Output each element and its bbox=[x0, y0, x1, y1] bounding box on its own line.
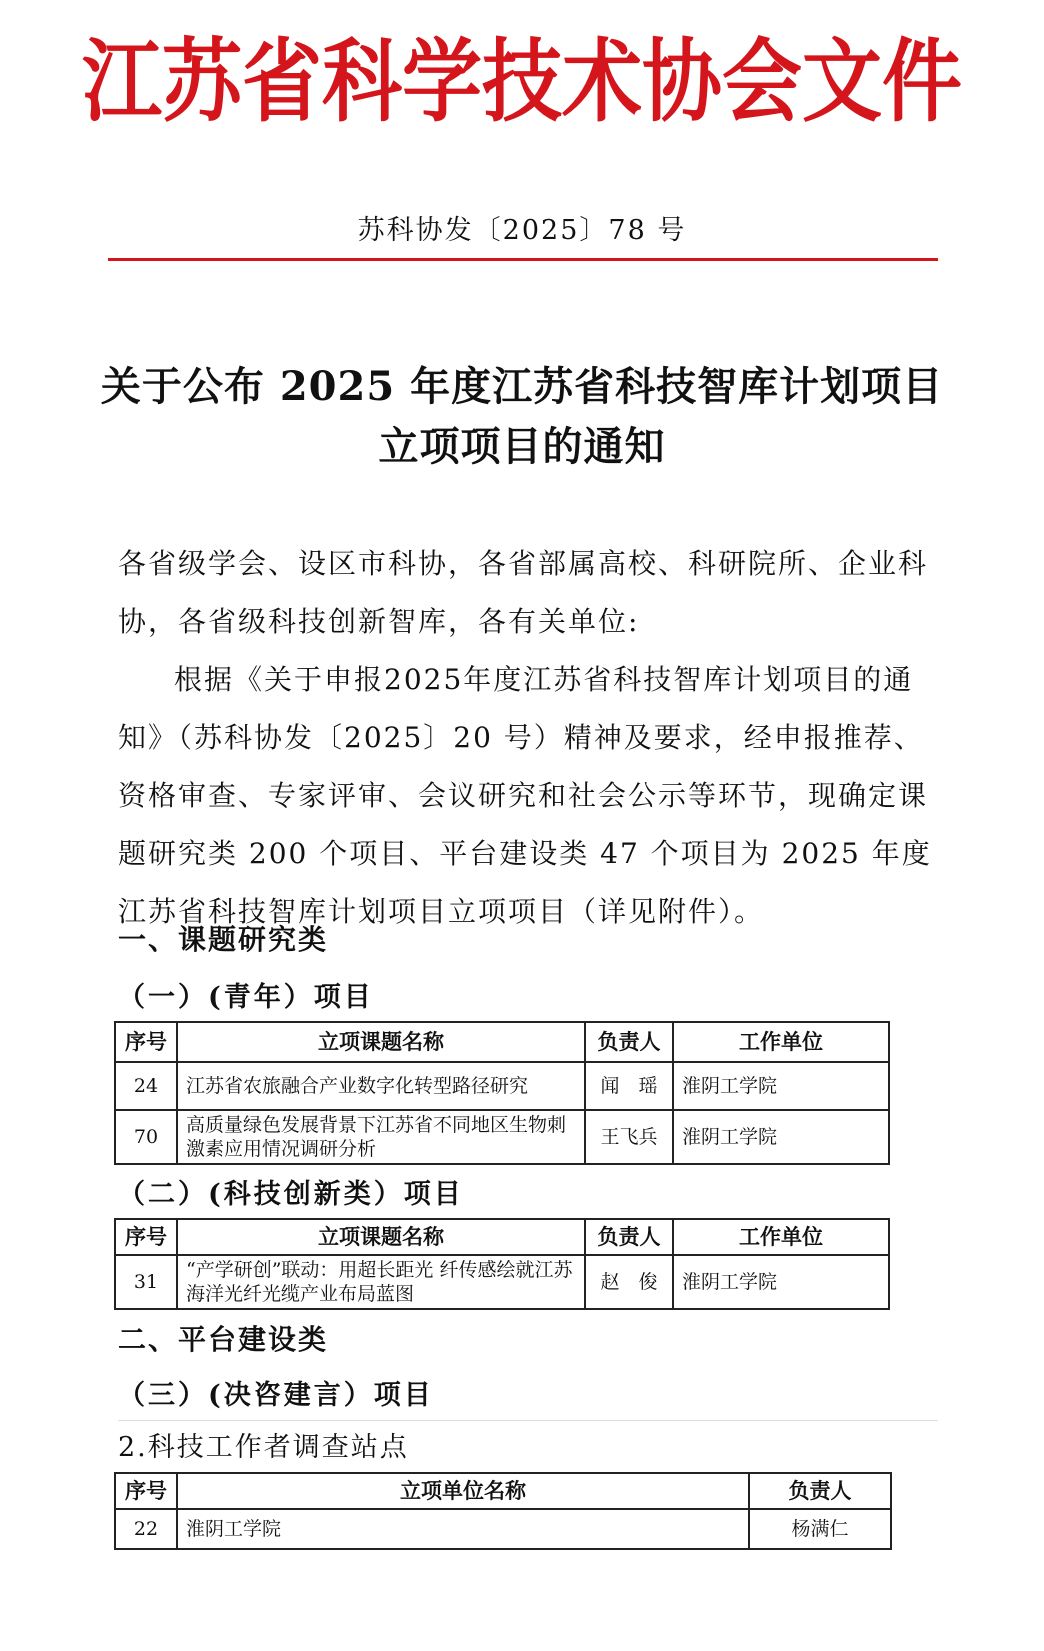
cell-leader: 王飞兵 bbox=[585, 1110, 673, 1164]
section-1-heading: 一、课题研究类 bbox=[118, 923, 329, 956]
document-number: 苏科协发〔2025〕78 号 bbox=[357, 215, 687, 246]
table-header-row bbox=[115, 1219, 889, 1255]
cell-leader: 赵 俊 bbox=[585, 1255, 673, 1309]
col-header: 负责人 bbox=[585, 1219, 673, 1255]
cell-name: “产学研创”联动：用超长距光 纤传感绘就江苏海洋光纤光缆产业布局蓝图 bbox=[177, 1255, 585, 1309]
col-header: 立项单位名称 bbox=[177, 1473, 749, 1509]
table-innovation-projects bbox=[114, 1218, 890, 1310]
cell-name: 淮阴工学院 bbox=[177, 1509, 749, 1549]
title-line-1: 关于公布 2025 年度江苏省科技智库计划项目 bbox=[100, 363, 944, 410]
sub-3-item-heading: 2.科技工作者调查站点 bbox=[118, 1432, 409, 1463]
table-row bbox=[115, 1110, 889, 1164]
table-header-row bbox=[115, 1022, 889, 1062]
red-divider bbox=[108, 258, 938, 261]
cell-no: 70 bbox=[115, 1110, 177, 1164]
cell-unit: 淮阴工学院 bbox=[673, 1255, 889, 1309]
cell-name: 江苏省农旅融合产业数字化转型路径研究 bbox=[177, 1062, 585, 1110]
cell-no: 31 bbox=[115, 1255, 177, 1309]
table-header-row bbox=[115, 1473, 891, 1509]
divider bbox=[118, 1420, 938, 1421]
col-header: 序号 bbox=[115, 1219, 177, 1255]
cell-unit: 淮阴工学院 bbox=[673, 1110, 889, 1164]
sub-2-heading: （二）(科技创新类）项目 bbox=[118, 1179, 464, 1210]
table-survey-stations bbox=[114, 1472, 892, 1550]
body-paragraph: 根据《关于申报2025年度江苏省科技智库计划项目的通知》（苏科协发〔2025〕20 号）精神及要求，经申报推荐、资格审查、专家评审、会议研究和社会公示等环节，现确定课题研究类 200 个项目、平台建设类 47 个项目为 2025 年度江苏省科技智库计划项目立项项目（详见附件）。 bbox=[118, 663, 932, 928]
col-header: 工作单位 bbox=[673, 1022, 889, 1062]
table-youth-projects bbox=[114, 1021, 890, 1165]
cell-leader: 闻 瑶 bbox=[585, 1062, 673, 1110]
cell-no: 22 bbox=[115, 1509, 177, 1549]
cell-unit: 淮阴工学院 bbox=[673, 1062, 889, 1110]
col-header: 立项课题名称 bbox=[177, 1219, 585, 1255]
cell-name: 高质量绿色发展背景下江苏省不同地区生物刺激素应用情况调研分析 bbox=[177, 1110, 585, 1164]
table-row bbox=[115, 1062, 889, 1110]
sub-1-heading: （一）(青年）项目 bbox=[118, 982, 374, 1013]
title-line-2: 立项项目的通知 bbox=[378, 423, 666, 470]
col-header: 工作单位 bbox=[673, 1219, 889, 1255]
cell-no: 24 bbox=[115, 1062, 177, 1110]
col-header: 负责人 bbox=[585, 1022, 673, 1062]
sub-3-heading: （三）(决咨建言）项目 bbox=[118, 1380, 434, 1411]
col-header: 负责人 bbox=[749, 1473, 891, 1509]
section-2-heading: 二、平台建设类 bbox=[118, 1323, 329, 1356]
table-row bbox=[115, 1509, 891, 1549]
col-header: 序号 bbox=[115, 1473, 177, 1509]
col-header: 立项课题名称 bbox=[177, 1022, 585, 1062]
col-header: 序号 bbox=[115, 1022, 177, 1062]
cell-leader: 杨满仁 bbox=[749, 1509, 891, 1549]
masthead: 江苏省科学技术协会文件 bbox=[82, 34, 962, 133]
addressee: 各省级学会、设区市科协，各省部属高校、科研院所、企业科协，各省级科技创新智库，各有关单位: bbox=[118, 547, 929, 638]
table-row bbox=[115, 1255, 889, 1309]
